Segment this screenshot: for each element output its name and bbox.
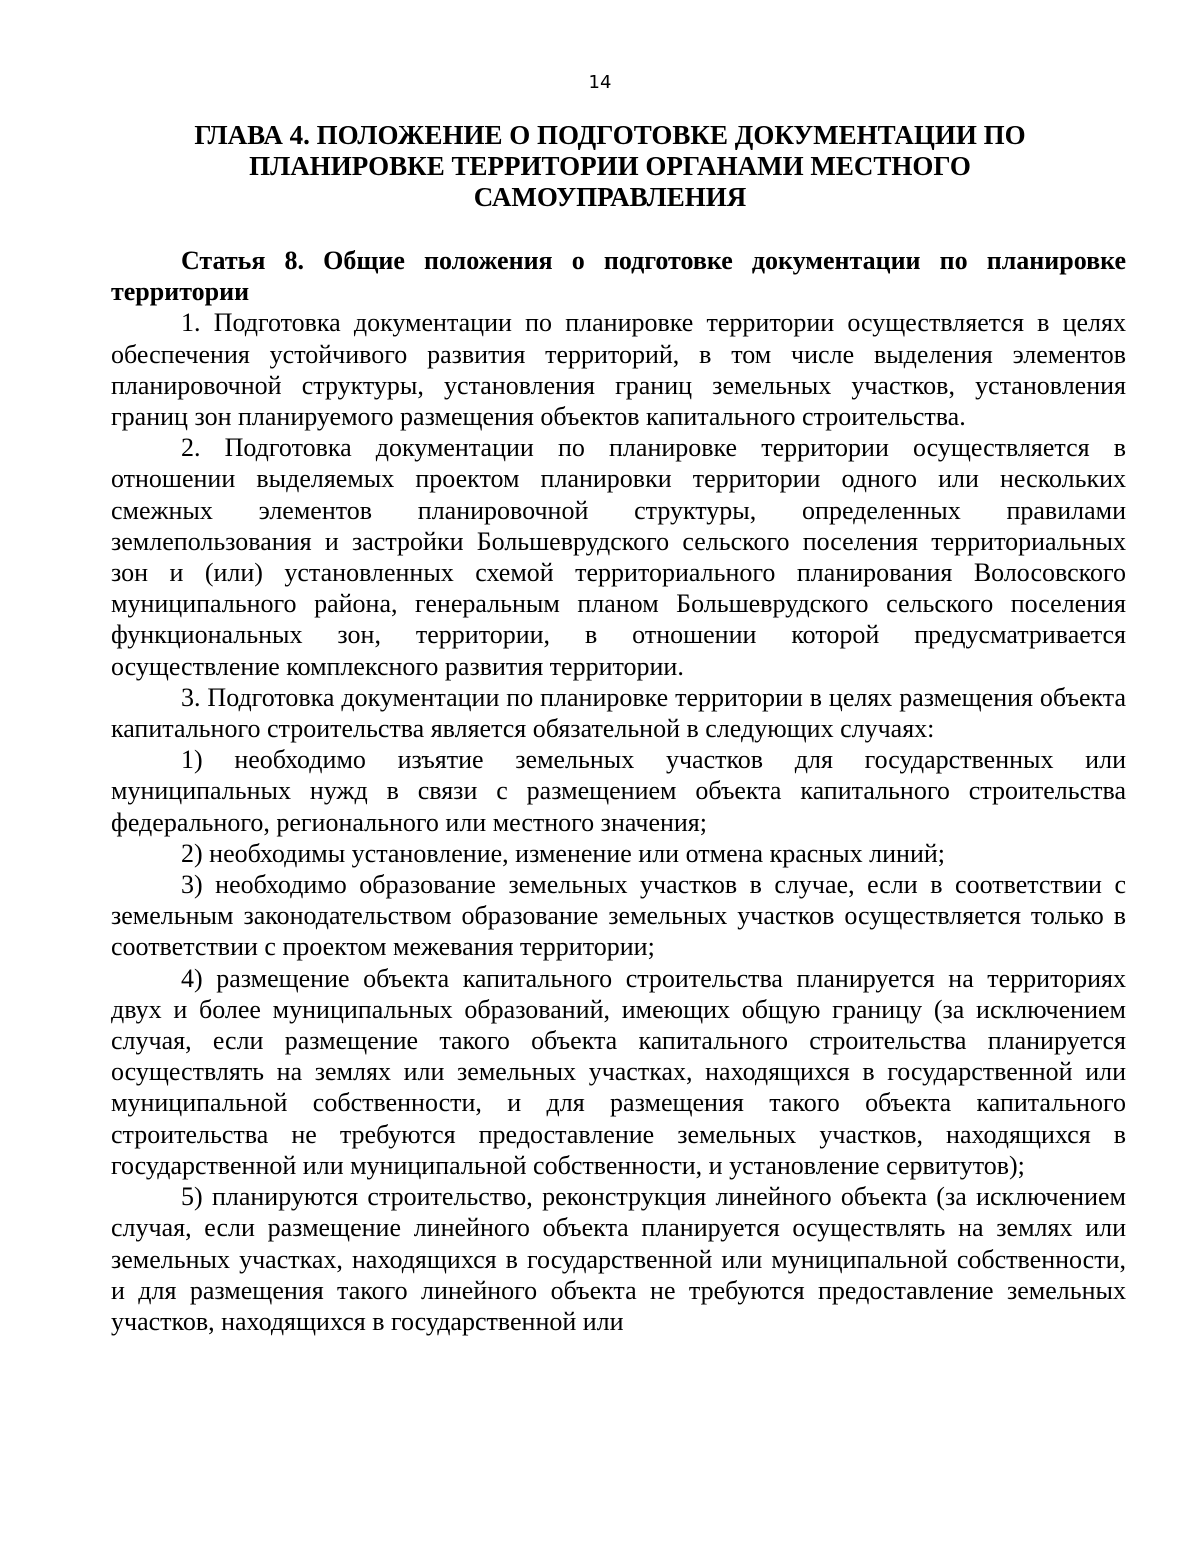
page-number: 14 <box>588 72 612 93</box>
chapter-title-line: ГЛАВА 4. ПОЛОЖЕНИЕ О ПОДГОТОВКЕ ДОКУМЕНТАЦИИ ПО <box>194 120 1026 150</box>
list-item-2: 2) необходимы установление, изменение или отмена красных линий; <box>181 838 946 868</box>
article-heading: Статья 8. Общие положения о подготовке документации по планировке территории <box>111 246 1126 307</box>
paragraph-1: 1. Подготовка документации по планировке территории осуществляется в целях обеспечения устойчивого развития территорий, в том числе выделения элементов планировочной структуры, установления границ земельных участков, установления границ зон планируемого размещения объектов капитального строительства. <box>111 308 1126 432</box>
list-item-1: 1) необходимо изъятие земельных участков для государственных или муниципальных нужд в связи с размещением объекта капитального строительства федерального, регионального или местного значения; <box>111 745 1126 837</box>
list-item-3: 3) необходимо образование земельных участков в случае, если в соответствии с земельным законодательством образование земельных участков осуществляется только в соответствии с проектом межевания территории; <box>111 870 1126 962</box>
chapter-title <box>170 120 1050 213</box>
list-item-5: 5) планируются строительство, реконструкция линейного объекта (за исключением случая, если размещение линейного объекта планируется осуществлять на землях или земельных участках, находящихся в государственной или муниципальной собственности, и для размещения такого линейного объекта не требуются предоставление земельных участков, находящихся в государственной или <box>111 1182 1126 1336</box>
chapter-title-line: САМОУПРАВЛЕНИЯ <box>473 182 747 212</box>
paragraph-3: 3. Подготовка документации по планировке территории в целях размещения объекта капитального строительства является обязательной в следующих случаях: <box>111 682 1126 744</box>
chapter-title-line: ПЛАНИРОВКЕ ТЕРРИТОРИИ ОРГАНАМИ МЕСТНОГО <box>249 151 971 181</box>
paragraph-2: 2. Подготовка документации по планировке территории осуществляется в отношении выделяемых проектом планировки территории одного или нескольких смежных элементов планировочной структуры, определенных правилами землепользования и застройки Большеврудского сельского поселения территориальных зон и (или) установленных схемой территориального планирования Волосовского муниципального района, генеральным планом Большеврудского сельского поселения функциональных зон, территории, в отношении которой предусматривается осуществление комплексного развития территории. <box>111 433 1126 681</box>
list-item-4: 4) размещение объекта капитального строительства планируется на территориях двух и более муниципальных образований, имеющих общую границу (за исключением случая, если размещение такого объекта капитального строительства планируется осуществлять на землях или земельных участках, находящихся в государственной или муниципальной собственности, и для размещения такого объекта капитального строительства не требуются предоставление земельных участков, находящихся в государственной или муниципальной собственности, и установление сервитутов); <box>111 963 1126 1180</box>
article-body <box>111 245 1126 1337</box>
